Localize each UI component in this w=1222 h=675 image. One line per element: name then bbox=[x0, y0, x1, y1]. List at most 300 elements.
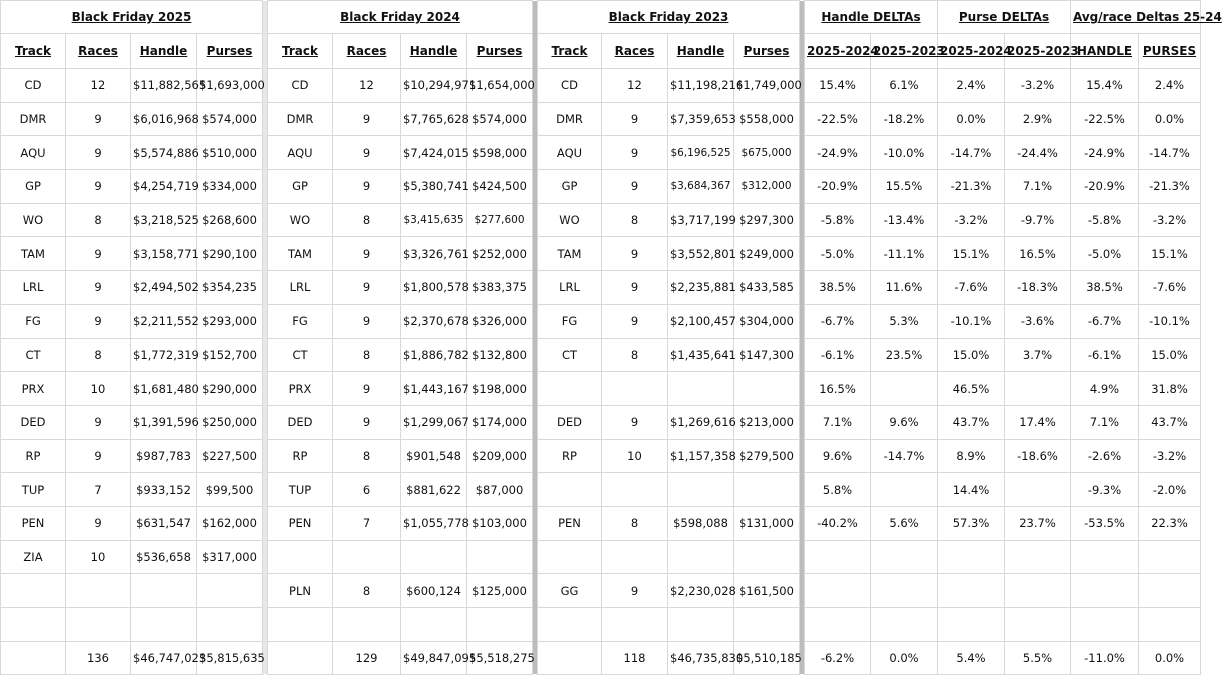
cell-purse-delta-25-23: 16.5% bbox=[1005, 237, 1071, 271]
cell-purses-2025: $250,000 bbox=[197, 405, 263, 439]
cell-track-2024: LRL bbox=[268, 271, 333, 305]
cell-handle-2023: $11,198,216 bbox=[668, 69, 734, 103]
header-races: Races bbox=[66, 34, 131, 69]
cell-purses-2024: $574,000 bbox=[467, 102, 533, 136]
cell-purse-delta-25-24: -14.7% bbox=[938, 136, 1005, 170]
cell-track-2024: PRX bbox=[268, 372, 333, 406]
cell-handle-2024 bbox=[401, 608, 467, 642]
cell-avg-purse-delta: 22.3% bbox=[1139, 506, 1201, 540]
cell-handle-2023 bbox=[668, 473, 734, 507]
cell-races-2023: 9 bbox=[602, 574, 668, 608]
cell-races-2024: 12 bbox=[333, 69, 401, 103]
cell-handle-delta-25-23: 0.0% bbox=[871, 641, 938, 674]
cell-avg-handle-delta: -11.0% bbox=[1071, 641, 1139, 674]
table-row bbox=[1, 405, 1201, 439]
cell-handle-2025: $631,547 bbox=[131, 506, 197, 540]
cell-track-2023 bbox=[538, 372, 602, 406]
cell-purses-2023 bbox=[734, 473, 800, 507]
cell-track-2025: TAM bbox=[1, 237, 66, 271]
cell-purse-delta-25-24 bbox=[938, 608, 1005, 642]
cell-races-2025: 9 bbox=[66, 102, 131, 136]
cell-avg-handle-delta: -24.9% bbox=[1071, 136, 1139, 170]
cell-handle-delta-25-24: 16.5% bbox=[805, 372, 871, 406]
cell-handle-2025: $3,218,525 bbox=[131, 203, 197, 237]
cell-purses-2024: $252,000 bbox=[467, 237, 533, 271]
cell-races-2023 bbox=[602, 608, 668, 642]
cell-purse-delta-25-23 bbox=[1005, 372, 1071, 406]
cell-handle-delta-25-24: -5.8% bbox=[805, 203, 871, 237]
cell-track-2025: GP bbox=[1, 170, 66, 204]
cell-handle-delta-25-23: 11.6% bbox=[871, 271, 938, 305]
cell-handle-2023: $1,157,358 bbox=[668, 439, 734, 473]
cell-handle-2023: $2,100,457 bbox=[668, 304, 734, 338]
table-row bbox=[1, 136, 1201, 170]
cell-handle-delta-25-24: -24.9% bbox=[805, 136, 871, 170]
cell-handle-2024: $901,548 bbox=[401, 439, 467, 473]
header-handle: Handle bbox=[668, 34, 734, 69]
cell-track-2025: TUP bbox=[1, 473, 66, 507]
cell-races-2025: 8 bbox=[66, 338, 131, 372]
cell-purse-delta-25-23: -9.7% bbox=[1005, 203, 1071, 237]
cell-purses-2025: $268,600 bbox=[197, 203, 263, 237]
header-track: Track bbox=[1, 34, 66, 69]
header-handle: Handle bbox=[131, 34, 197, 69]
cell-avg-handle-delta: -6.7% bbox=[1071, 304, 1139, 338]
cell-track-2024: TUP bbox=[268, 473, 333, 507]
cell-purse-delta-25-24: -7.6% bbox=[938, 271, 1005, 305]
cell-purses-2025 bbox=[197, 608, 263, 642]
cell-track-2024 bbox=[268, 608, 333, 642]
cell-track-2024: DED bbox=[268, 405, 333, 439]
cell-races-2024: 7 bbox=[333, 506, 401, 540]
cell-avg-handle-delta: 38.5% bbox=[1071, 271, 1139, 305]
cell-purses-2024: $132,800 bbox=[467, 338, 533, 372]
cell-handle-2023 bbox=[668, 540, 734, 574]
cell-purse-delta-25-24: 8.9% bbox=[938, 439, 1005, 473]
cell-handle-delta-25-24: 9.6% bbox=[805, 439, 871, 473]
cell-handle-delta-25-24: -20.9% bbox=[805, 170, 871, 204]
cell-purses-2024: $174,000 bbox=[467, 405, 533, 439]
cell-handle-delta-25-24: 5.8% bbox=[805, 473, 871, 507]
cell-avg-handle-delta: -9.3% bbox=[1071, 473, 1139, 507]
cell-purses-2023: $249,000 bbox=[734, 237, 800, 271]
cell-handle-delta-25-24: -40.2% bbox=[805, 506, 871, 540]
cell-track-2023: AQU bbox=[538, 136, 602, 170]
cell-purses-2025: $162,000 bbox=[197, 506, 263, 540]
cell-handle-2025: $1,772,319 bbox=[131, 338, 197, 372]
cell-avg-purse-delta: 2.4% bbox=[1139, 69, 1201, 103]
cell-handle-2025: $933,152 bbox=[131, 473, 197, 507]
cell-handle-delta-25-23: -10.0% bbox=[871, 136, 938, 170]
header-purses: Purses bbox=[467, 34, 533, 69]
cell-races-2023: 9 bbox=[602, 405, 668, 439]
cell-handle-delta-25-23: -18.2% bbox=[871, 102, 938, 136]
cell-avg-purse-delta: -7.6% bbox=[1139, 271, 1201, 305]
cell-races-2025: 9 bbox=[66, 439, 131, 473]
cell-track-2025: LRL bbox=[1, 271, 66, 305]
cell-purses-2023: $558,000 bbox=[734, 102, 800, 136]
cell-track-2025: PRX bbox=[1, 372, 66, 406]
totals-row bbox=[1, 641, 1201, 674]
cell-avg-handle-delta bbox=[1071, 608, 1139, 642]
cell-handle-2024: $7,424,015 bbox=[401, 136, 467, 170]
cell-handle-2025: $1,681,480 bbox=[131, 372, 197, 406]
cell-handle-2025: $11,882,565 bbox=[131, 69, 197, 103]
cell-handle-delta-25-23: -11.1% bbox=[871, 237, 938, 271]
cell-handle-2024: $10,294,971 bbox=[401, 69, 467, 103]
cell-handle-2025: $536,658 bbox=[131, 540, 197, 574]
cell-handle-delta-25-23 bbox=[871, 372, 938, 406]
section-title-avg-race-deltas: Avg/race Deltas 25-24 bbox=[1071, 1, 1201, 34]
cell-purse-delta-25-24 bbox=[938, 574, 1005, 608]
cell-handle-delta-25-24: -6.2% bbox=[805, 641, 871, 674]
cell-avg-handle-delta: -5.0% bbox=[1071, 237, 1139, 271]
cell-handle-delta-25-24 bbox=[805, 574, 871, 608]
table-row bbox=[1, 203, 1201, 237]
cell-track-2023: GG bbox=[538, 574, 602, 608]
cell-handle-2024: $3,326,761 bbox=[401, 237, 467, 271]
cell-handle-2023: $598,088 bbox=[668, 506, 734, 540]
cell-track-2025: FG bbox=[1, 304, 66, 338]
cell-handle-2025 bbox=[131, 574, 197, 608]
cell-races-2024: 8 bbox=[333, 439, 401, 473]
cell-races-2025: 9 bbox=[66, 136, 131, 170]
cell-purse-delta-25-23: 23.7% bbox=[1005, 506, 1071, 540]
cell-track-2024 bbox=[268, 641, 333, 674]
table-row bbox=[1, 304, 1201, 338]
cell-purses-2024: $103,000 bbox=[467, 506, 533, 540]
cell-avg-purse-delta: 43.7% bbox=[1139, 405, 1201, 439]
cell-handle-2025 bbox=[131, 608, 197, 642]
cell-races-2024: 9 bbox=[333, 304, 401, 338]
cell-races-2025: 10 bbox=[66, 372, 131, 406]
cell-track-2024 bbox=[268, 540, 333, 574]
cell-track-2024: PEN bbox=[268, 506, 333, 540]
cell-handle-2023 bbox=[668, 608, 734, 642]
cell-purse-delta-25-24: 14.4% bbox=[938, 473, 1005, 507]
cell-track-2025 bbox=[1, 608, 66, 642]
cell-purse-delta-25-24: -3.2% bbox=[938, 203, 1005, 237]
header-avg-purses: PURSES bbox=[1139, 34, 1201, 69]
cell-purses-2025: $290,000 bbox=[197, 372, 263, 406]
header-row bbox=[1, 34, 1201, 69]
cell-races-2023 bbox=[602, 372, 668, 406]
cell-purse-delta-25-24: 5.4% bbox=[938, 641, 1005, 674]
table-row bbox=[1, 237, 1201, 271]
cell-purses-2023: $304,000 bbox=[734, 304, 800, 338]
cell-races-2024: 9 bbox=[333, 170, 401, 204]
cell-handle-delta-25-23: 15.5% bbox=[871, 170, 938, 204]
cell-purse-delta-25-23 bbox=[1005, 608, 1071, 642]
cell-purses-2024: $598,000 bbox=[467, 136, 533, 170]
cell-purses-2023: $433,585 bbox=[734, 271, 800, 305]
cell-purse-delta-25-23: 7.1% bbox=[1005, 170, 1071, 204]
cell-handle-2025: $4,254,719 bbox=[131, 170, 197, 204]
cell-races-2023: 8 bbox=[602, 203, 668, 237]
cell-purse-delta-25-24: 2.4% bbox=[938, 69, 1005, 103]
cell-track-2024: FG bbox=[268, 304, 333, 338]
cell-races-2024 bbox=[333, 540, 401, 574]
header-purses: Purses bbox=[734, 34, 800, 69]
cell-purses-2025: $152,700 bbox=[197, 338, 263, 372]
cell-avg-purse-delta bbox=[1139, 540, 1201, 574]
cell-races-2023: 12 bbox=[602, 69, 668, 103]
cell-avg-purse-delta: 0.0% bbox=[1139, 641, 1201, 674]
cell-track-2024: AQU bbox=[268, 136, 333, 170]
section-title-bf2024: Black Friday 2024 bbox=[268, 1, 533, 34]
cell-races-2024 bbox=[333, 608, 401, 642]
cell-purses-2025: $5,815,635 bbox=[197, 641, 263, 674]
cell-races-2023 bbox=[602, 540, 668, 574]
cell-track-2023: PEN bbox=[538, 506, 602, 540]
cell-handle-2023: $2,235,881 bbox=[668, 271, 734, 305]
table-row bbox=[1, 372, 1201, 406]
cell-handle-delta-25-24: 7.1% bbox=[805, 405, 871, 439]
cell-purses-2023 bbox=[734, 372, 800, 406]
cell-purses-2025: $99,500 bbox=[197, 473, 263, 507]
cell-purse-delta-25-24: 43.7% bbox=[938, 405, 1005, 439]
cell-races-2025: 10 bbox=[66, 540, 131, 574]
cell-track-2023: GP bbox=[538, 170, 602, 204]
cell-races-2025: 9 bbox=[66, 506, 131, 540]
cell-purse-delta-25-24: 15.0% bbox=[938, 338, 1005, 372]
cell-handle-2024: $49,847,095 bbox=[401, 641, 467, 674]
cell-track-2023 bbox=[538, 641, 602, 674]
cell-track-2024: CT bbox=[268, 338, 333, 372]
table-row bbox=[1, 540, 1201, 574]
cell-handle-2025: $46,747,023 bbox=[131, 641, 197, 674]
cell-track-2025: AQU bbox=[1, 136, 66, 170]
cell-avg-handle-delta: -20.9% bbox=[1071, 170, 1139, 204]
cell-handle-2024: $1,055,778 bbox=[401, 506, 467, 540]
cell-handle-2024: $3,415,635 bbox=[401, 203, 467, 237]
table-row bbox=[1, 608, 1201, 642]
cell-purses-2024: $87,000 bbox=[467, 473, 533, 507]
cell-purses-2023: $147,300 bbox=[734, 338, 800, 372]
cell-track-2024: RP bbox=[268, 439, 333, 473]
cell-races-2023: 9 bbox=[602, 237, 668, 271]
cell-purse-delta-25-24 bbox=[938, 540, 1005, 574]
cell-handle-2023: $3,717,199 bbox=[668, 203, 734, 237]
cell-purses-2025: $227,500 bbox=[197, 439, 263, 473]
cell-purses-2025: $1,693,000 bbox=[197, 69, 263, 103]
cell-avg-purse-delta: 31.8% bbox=[1139, 372, 1201, 406]
cell-handle-2025: $3,158,771 bbox=[131, 237, 197, 271]
table-row bbox=[1, 473, 1201, 507]
cell-track-2025: DMR bbox=[1, 102, 66, 136]
table-row bbox=[1, 170, 1201, 204]
cell-track-2023: WO bbox=[538, 203, 602, 237]
cell-purses-2023 bbox=[734, 540, 800, 574]
cell-handle-delta-25-23: 5.3% bbox=[871, 304, 938, 338]
cell-races-2024: 9 bbox=[333, 136, 401, 170]
cell-track-2025: CT bbox=[1, 338, 66, 372]
header-handle: Handle bbox=[401, 34, 467, 69]
header-track: Track bbox=[538, 34, 602, 69]
section-title-handle-deltas: Handle DELTAs bbox=[805, 1, 938, 34]
cell-handle-2023: $3,552,801 bbox=[668, 237, 734, 271]
cell-handle-2024: $7,765,628 bbox=[401, 102, 467, 136]
cell-races-2024: 9 bbox=[333, 271, 401, 305]
cell-races-2024: 9 bbox=[333, 372, 401, 406]
cell-purse-delta-25-23: 3.7% bbox=[1005, 338, 1071, 372]
table-row bbox=[1, 506, 1201, 540]
cell-purses-2023: $1,749,000 bbox=[734, 69, 800, 103]
cell-avg-purse-delta: -21.3% bbox=[1139, 170, 1201, 204]
cell-track-2024: PLN bbox=[268, 574, 333, 608]
cell-purse-delta-25-23 bbox=[1005, 540, 1071, 574]
cell-races-2025 bbox=[66, 608, 131, 642]
cell-avg-handle-delta: -53.5% bbox=[1071, 506, 1139, 540]
cell-track-2023 bbox=[538, 540, 602, 574]
header-races: Races bbox=[602, 34, 668, 69]
cell-races-2023 bbox=[602, 473, 668, 507]
cell-avg-handle-delta: 4.9% bbox=[1071, 372, 1139, 406]
cell-races-2025: 7 bbox=[66, 473, 131, 507]
cell-avg-purse-delta: -2.0% bbox=[1139, 473, 1201, 507]
header-purses: Purses bbox=[197, 34, 263, 69]
header-purse-delta-25-24: 2025-2024 bbox=[938, 34, 1005, 69]
cell-avg-purse-delta bbox=[1139, 574, 1201, 608]
cell-races-2024: 9 bbox=[333, 237, 401, 271]
header-handle-delta-25-24: 2025-2024 bbox=[805, 34, 871, 69]
cell-purses-2024 bbox=[467, 608, 533, 642]
cell-avg-purse-delta: 15.1% bbox=[1139, 237, 1201, 271]
cell-races-2023: 9 bbox=[602, 170, 668, 204]
cell-races-2023: 9 bbox=[602, 271, 668, 305]
cell-track-2024: CD bbox=[268, 69, 333, 103]
cell-purses-2024: $326,000 bbox=[467, 304, 533, 338]
cell-purses-2025: $293,000 bbox=[197, 304, 263, 338]
cell-track-2025 bbox=[1, 641, 66, 674]
cell-purse-delta-25-24: -21.3% bbox=[938, 170, 1005, 204]
cell-purses-2024: $383,375 bbox=[467, 271, 533, 305]
cell-handle-2025: $2,211,552 bbox=[131, 304, 197, 338]
cell-purse-delta-25-23: -18.6% bbox=[1005, 439, 1071, 473]
cell-track-2023: CD bbox=[538, 69, 602, 103]
section-title-bf2023: Black Friday 2023 bbox=[538, 1, 800, 34]
cell-handle-2024: $881,622 bbox=[401, 473, 467, 507]
cell-handle-2025: $5,574,886 bbox=[131, 136, 197, 170]
cell-races-2024: 129 bbox=[333, 641, 401, 674]
cell-avg-purse-delta: -14.7% bbox=[1139, 136, 1201, 170]
cell-purse-delta-25-23 bbox=[1005, 574, 1071, 608]
cell-purses-2024: $125,000 bbox=[467, 574, 533, 608]
cell-track-2023: FG bbox=[538, 304, 602, 338]
cell-handle-delta-25-24: -5.0% bbox=[805, 237, 871, 271]
cell-track-2025: DED bbox=[1, 405, 66, 439]
cell-races-2025: 9 bbox=[66, 405, 131, 439]
cell-purses-2024: $5,518,275 bbox=[467, 641, 533, 674]
section-title-purse-deltas: Purse DELTAs bbox=[938, 1, 1071, 34]
cell-track-2023: TAM bbox=[538, 237, 602, 271]
cell-handle-2024: $600,124 bbox=[401, 574, 467, 608]
cell-handle-2024 bbox=[401, 540, 467, 574]
section-title-bf2025: Black Friday 2025 bbox=[1, 1, 263, 34]
cell-handle-delta-25-24: 15.4% bbox=[805, 69, 871, 103]
cell-purses-2025: $354,235 bbox=[197, 271, 263, 305]
cell-races-2025: 9 bbox=[66, 237, 131, 271]
cell-avg-handle-delta: 15.4% bbox=[1071, 69, 1139, 103]
cell-purses-2024: $198,000 bbox=[467, 372, 533, 406]
cell-purse-delta-25-23: -3.2% bbox=[1005, 69, 1071, 103]
cell-purse-delta-25-23: -24.4% bbox=[1005, 136, 1071, 170]
table-row bbox=[1, 102, 1201, 136]
cell-races-2023: 10 bbox=[602, 439, 668, 473]
table-row bbox=[1, 439, 1201, 473]
title-row bbox=[1, 1, 1201, 34]
cell-track-2023: RP bbox=[538, 439, 602, 473]
cell-handle-2024: $2,370,678 bbox=[401, 304, 467, 338]
cell-avg-handle-delta: -22.5% bbox=[1071, 102, 1139, 136]
cell-races-2023: 8 bbox=[602, 506, 668, 540]
cell-handle-2024: $1,443,167 bbox=[401, 372, 467, 406]
cell-races-2023: 8 bbox=[602, 338, 668, 372]
cell-handle-delta-25-24 bbox=[805, 540, 871, 574]
cell-track-2023: LRL bbox=[538, 271, 602, 305]
cell-handle-delta-25-23: 9.6% bbox=[871, 405, 938, 439]
table-row bbox=[1, 69, 1201, 103]
cell-races-2025: 9 bbox=[66, 271, 131, 305]
cell-track-2023 bbox=[538, 473, 602, 507]
header-handle-delta-25-23: 2025-2023 bbox=[871, 34, 938, 69]
cell-races-2024: 9 bbox=[333, 405, 401, 439]
cell-races-2025 bbox=[66, 574, 131, 608]
cell-handle-2023 bbox=[668, 372, 734, 406]
cell-purses-2023: $297,300 bbox=[734, 203, 800, 237]
cell-avg-purse-delta: 0.0% bbox=[1139, 102, 1201, 136]
header-track: Track bbox=[268, 34, 333, 69]
cell-handle-2023: $1,435,641 bbox=[668, 338, 734, 372]
cell-track-2024: GP bbox=[268, 170, 333, 204]
cell-races-2025: 8 bbox=[66, 203, 131, 237]
cell-handle-delta-25-23 bbox=[871, 574, 938, 608]
cell-handle-2023: $2,230,028 bbox=[668, 574, 734, 608]
cell-purses-2025: $334,000 bbox=[197, 170, 263, 204]
cell-purse-delta-25-24: -10.1% bbox=[938, 304, 1005, 338]
cell-handle-delta-25-24: 38.5% bbox=[805, 271, 871, 305]
cell-handle-2025: $987,783 bbox=[131, 439, 197, 473]
cell-avg-handle-delta: -6.1% bbox=[1071, 338, 1139, 372]
cell-track-2024: DMR bbox=[268, 102, 333, 136]
cell-purse-delta-25-24: 15.1% bbox=[938, 237, 1005, 271]
cell-purses-2023: $279,500 bbox=[734, 439, 800, 473]
cell-races-2023: 118 bbox=[602, 641, 668, 674]
cell-handle-2023: $7,359,653 bbox=[668, 102, 734, 136]
cell-handle-delta-25-23: 5.6% bbox=[871, 506, 938, 540]
table-row bbox=[1, 271, 1201, 305]
cell-handle-delta-25-23 bbox=[871, 608, 938, 642]
cell-avg-purse-delta: -10.1% bbox=[1139, 304, 1201, 338]
cell-avg-purse-delta: -3.2% bbox=[1139, 203, 1201, 237]
cell-handle-2023: $46,735,830 bbox=[668, 641, 734, 674]
cell-avg-handle-delta: -2.6% bbox=[1071, 439, 1139, 473]
header-purse-delta-25-23: 2025-2023 bbox=[1005, 34, 1071, 69]
cell-handle-delta-25-23: -13.4% bbox=[871, 203, 938, 237]
cell-purses-2023: $675,000 bbox=[734, 136, 800, 170]
cell-handle-delta-25-24: -6.1% bbox=[805, 338, 871, 372]
cell-purses-2025: $290,100 bbox=[197, 237, 263, 271]
cell-races-2025: 9 bbox=[66, 304, 131, 338]
cell-handle-2023: $1,269,616 bbox=[668, 405, 734, 439]
cell-purse-delta-25-23: 2.9% bbox=[1005, 102, 1071, 136]
cell-races-2023: 9 bbox=[602, 136, 668, 170]
cell-races-2023: 9 bbox=[602, 304, 668, 338]
cell-track-2024: WO bbox=[268, 203, 333, 237]
cell-purse-delta-25-23: 5.5% bbox=[1005, 641, 1071, 674]
cell-track-2023: DED bbox=[538, 405, 602, 439]
cell-avg-purse-delta: -3.2% bbox=[1139, 439, 1201, 473]
